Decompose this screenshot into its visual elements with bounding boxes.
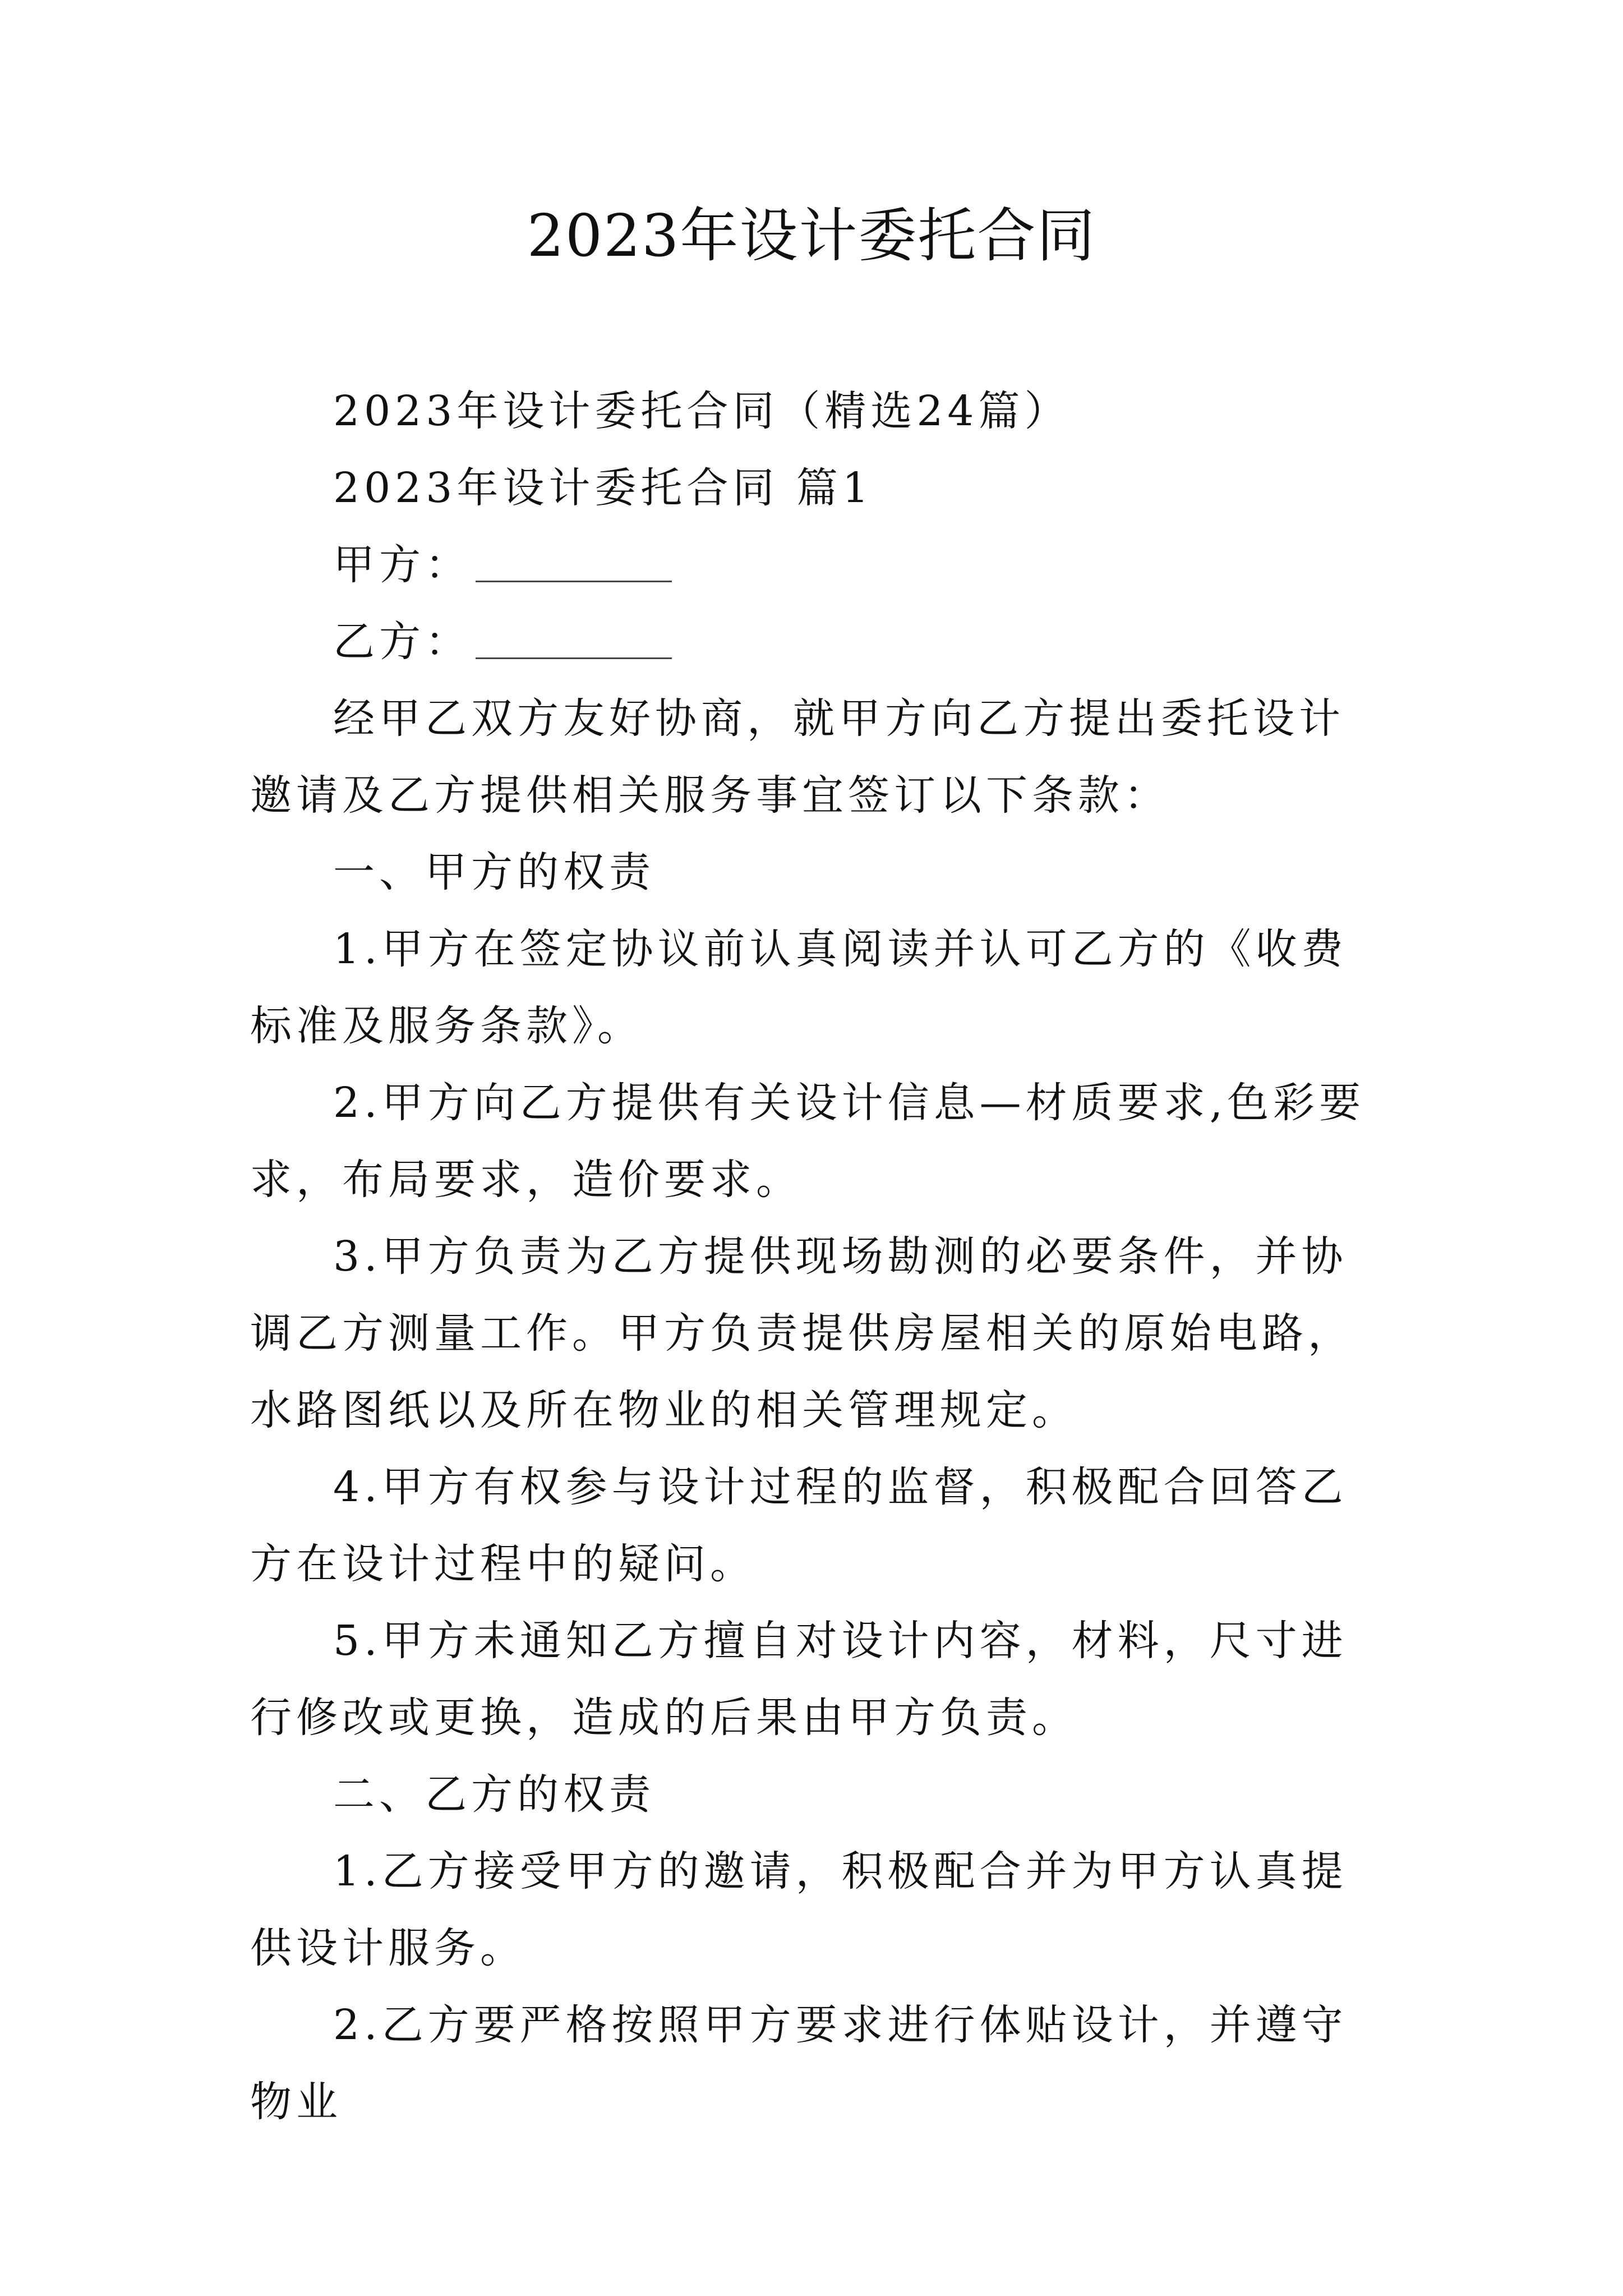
party-a-label: 甲方： <box>333 541 471 589</box>
document-title: 2023年设计委托合同 <box>527 201 1096 270</box>
section-heading: 2023年设计委托合同 篇1 <box>333 464 873 512</box>
clause-paragraph: 3.甲方负责为乙方提供现场勘测的必要条件，并协调乙方测量工作。甲方负责提供房屋相关的原始电路，水路图纸以及所在物业的相关管理规定。 <box>250 1232 1354 1434</box>
party-b-line <box>250 604 1386 680</box>
intro-paragraph: 经甲乙双方友好协商，就甲方向乙方提出委托设计邀请及乙方提供相关服务事宜签订以下条款： <box>250 694 1345 820</box>
document-body <box>250 373 1386 2141</box>
party-a-line <box>250 527 1386 604</box>
part2-heading: 二、乙方的权责 <box>333 1770 655 1819</box>
clause-paragraph: 1.乙方接受甲方的邀请，积极配合并为甲方认真提供设计服务。 <box>250 1847 1348 1972</box>
part1-heading: 一、甲方的权责 <box>333 848 655 896</box>
party-a-blank <box>476 578 672 582</box>
clause-paragraph: 5.甲方未通知乙方擅自对设计内容，材料，尺寸进行修改或更换，造成的后果由甲方负责。 <box>250 1617 1348 1742</box>
clause-paragraph: 1.甲方在签定协议前认真阅读并认可乙方的《收费标准及服务条款》。 <box>250 925 1348 1050</box>
clause-paragraph: 2.甲方向乙方提供有关设计信息—材质要求,色彩要求，布局要求，造价要求。 <box>250 1079 1366 1204</box>
party-b-blank <box>476 655 672 659</box>
party-b-label: 乙方： <box>333 618 471 666</box>
clause-paragraph: 4.甲方有权参与设计过程的监督，积极配合回答乙方在设计过程中的疑问。 <box>250 1463 1348 1588</box>
document-subtitle: 2023年设计委托合同（精选24篇） <box>333 387 1071 435</box>
clause-paragraph: 2.乙方要严格按照甲方要求进行体贴设计，并遵守物业 <box>250 2001 1348 2126</box>
